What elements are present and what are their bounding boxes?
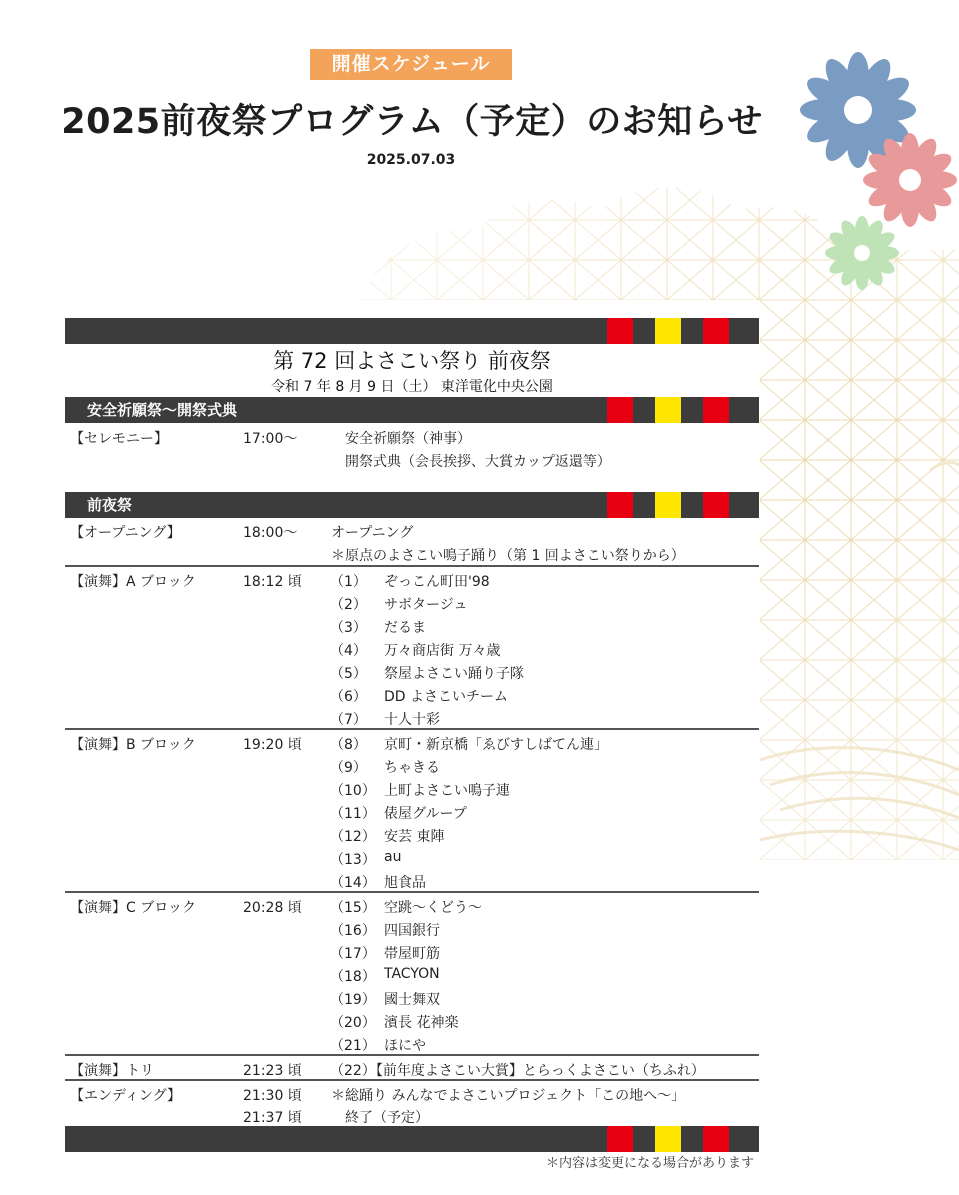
section-header-eve [65, 492, 759, 518]
team-number: （12） [330, 829, 376, 845]
team-name: 旭食品 [384, 875, 426, 891]
end-time: 21:37 頃 [243, 1110, 302, 1126]
team-name: だるま [384, 620, 426, 636]
team-number: （11） [330, 806, 376, 822]
section-header-label: 前夜祭 [87, 496, 133, 514]
row-text: 開祭式典（会長挨拶、大賞カップ返還等） [345, 454, 611, 470]
row-divider [65, 1054, 759, 1056]
team-number: （17） [330, 946, 376, 962]
team-number: （20） [330, 1015, 376, 1031]
ending-category: 【エンディング】 [70, 1088, 182, 1104]
team-number: （18） [330, 969, 376, 985]
yellow-square-icon [655, 1126, 681, 1152]
block-category: 【演舞】A ブロック [70, 574, 196, 590]
team-number: （4） [330, 643, 367, 659]
red-square-icon [703, 397, 729, 423]
yellow-square-icon [655, 492, 681, 518]
team-name: TACYON [384, 966, 440, 982]
bottom-bar [65, 1126, 759, 1152]
team-number: （7） [330, 712, 367, 728]
ending-time: 21:30 頃 [243, 1088, 302, 1104]
block-category: 【演舞】B ブロック [70, 737, 196, 753]
page-title: 2025前夜祭プログラム（予定）のお知らせ [61, 102, 763, 142]
team-number: （10） [330, 783, 376, 799]
row-category: 【セレモニー】 [70, 431, 168, 447]
team-number: （3） [330, 620, 367, 636]
team-name: au [384, 849, 402, 865]
team-name: 空跳～くどう～ [384, 900, 482, 916]
team-name: サボタージュ [384, 597, 468, 613]
team-name: ちゃきる [384, 760, 440, 776]
schedule-badge: 開催スケジュール [310, 49, 512, 80]
yellow-square-icon [655, 318, 681, 344]
red-square-icon [607, 1126, 633, 1152]
block-time: 20:28 頃 [243, 900, 302, 916]
team-number: （5） [330, 666, 367, 682]
section-header-label: 安全祈願祭～開祭式典 [87, 401, 238, 419]
block-category: 【演舞】C ブロック [70, 900, 196, 916]
team-number: （16） [330, 923, 376, 939]
row-category: 【オープニング】 [70, 525, 181, 541]
row-divider [65, 891, 759, 893]
row-text: ＊原点のよさこい鳴子踊り（第 1 回よさこい祭りから） [331, 548, 685, 564]
team-name: 濱長 花神楽 [384, 1015, 459, 1031]
row-divider [65, 565, 759, 567]
team-name: 京町・新京橋「ゑびすしばてん連」 [384, 737, 608, 753]
red-square-icon [703, 492, 729, 518]
publish-date: 2025.07.03 [366, 152, 456, 168]
team-name: ぞっこん町田'98 [384, 574, 490, 590]
red-square-icon [703, 1126, 729, 1152]
team-name: ほにや [384, 1038, 426, 1054]
festival-date-venue: 令和 7 年 8 月 9 日（土） 東洋電化中央公園 [271, 379, 553, 395]
row-text: オープニング [331, 525, 414, 541]
festival-title: 第 72 回よさこい祭り 前夜祭 [273, 349, 551, 373]
team-name: 國士舞双 [384, 992, 440, 1008]
team-number: （14） [330, 875, 376, 891]
block-time: 19:20 頃 [243, 737, 302, 753]
top-bar [65, 318, 759, 344]
team-number: （9） [330, 760, 367, 776]
team-name: 俵屋グループ [384, 806, 467, 822]
red-square-icon [703, 318, 729, 344]
team-number: （6） [330, 689, 367, 705]
team-name: 祭屋よさこい踊り子隊 [384, 666, 524, 682]
team-number: （13） [330, 852, 376, 868]
ending-text: ＊総踊り みんなでよさこいプロジェクト「この地へ～」 [331, 1088, 686, 1104]
block-time: 18:12 頃 [243, 574, 302, 590]
team-number: （21） [330, 1038, 376, 1054]
team-name: 万々商店街 万々歳 [384, 643, 501, 659]
tori-category: 【演舞】トリ [70, 1063, 154, 1079]
red-square-icon [607, 397, 633, 423]
section-header-ceremony [65, 397, 759, 423]
row-divider [65, 1079, 759, 1081]
row-text: 安全祈願祭（神事） [345, 431, 471, 447]
team-number: （15） [330, 900, 376, 916]
team-name: 十人十彩 [384, 712, 440, 728]
tori-time: 21:23 頃 [243, 1063, 302, 1079]
team-name: 四国銀行 [384, 923, 440, 939]
team-name: DD よさこいチーム [384, 689, 509, 705]
team-number: （8） [330, 737, 367, 753]
team-name: 上町よさこい鳴子連 [384, 783, 510, 799]
team-name: 帯屋町筋 [384, 946, 440, 962]
tori-text: （22）【前年度よさこい大賞】とらっくよさこい（ちふれ） [330, 1063, 705, 1079]
team-number: （2） [330, 597, 367, 613]
row-time: 18:00～ [243, 525, 298, 541]
footnote: ＊内容は変更になる場合があります [545, 1156, 754, 1171]
red-square-icon [607, 318, 633, 344]
red-square-icon [607, 492, 633, 518]
row-divider [65, 728, 759, 730]
row-time: 17:00～ [243, 431, 298, 447]
team-number: （19） [330, 992, 376, 1008]
end-text: 終了（予定） [345, 1110, 429, 1126]
team-name: 安芸 東陣 [384, 829, 445, 845]
yellow-square-icon [655, 397, 681, 423]
team-number: （1） [330, 574, 367, 590]
